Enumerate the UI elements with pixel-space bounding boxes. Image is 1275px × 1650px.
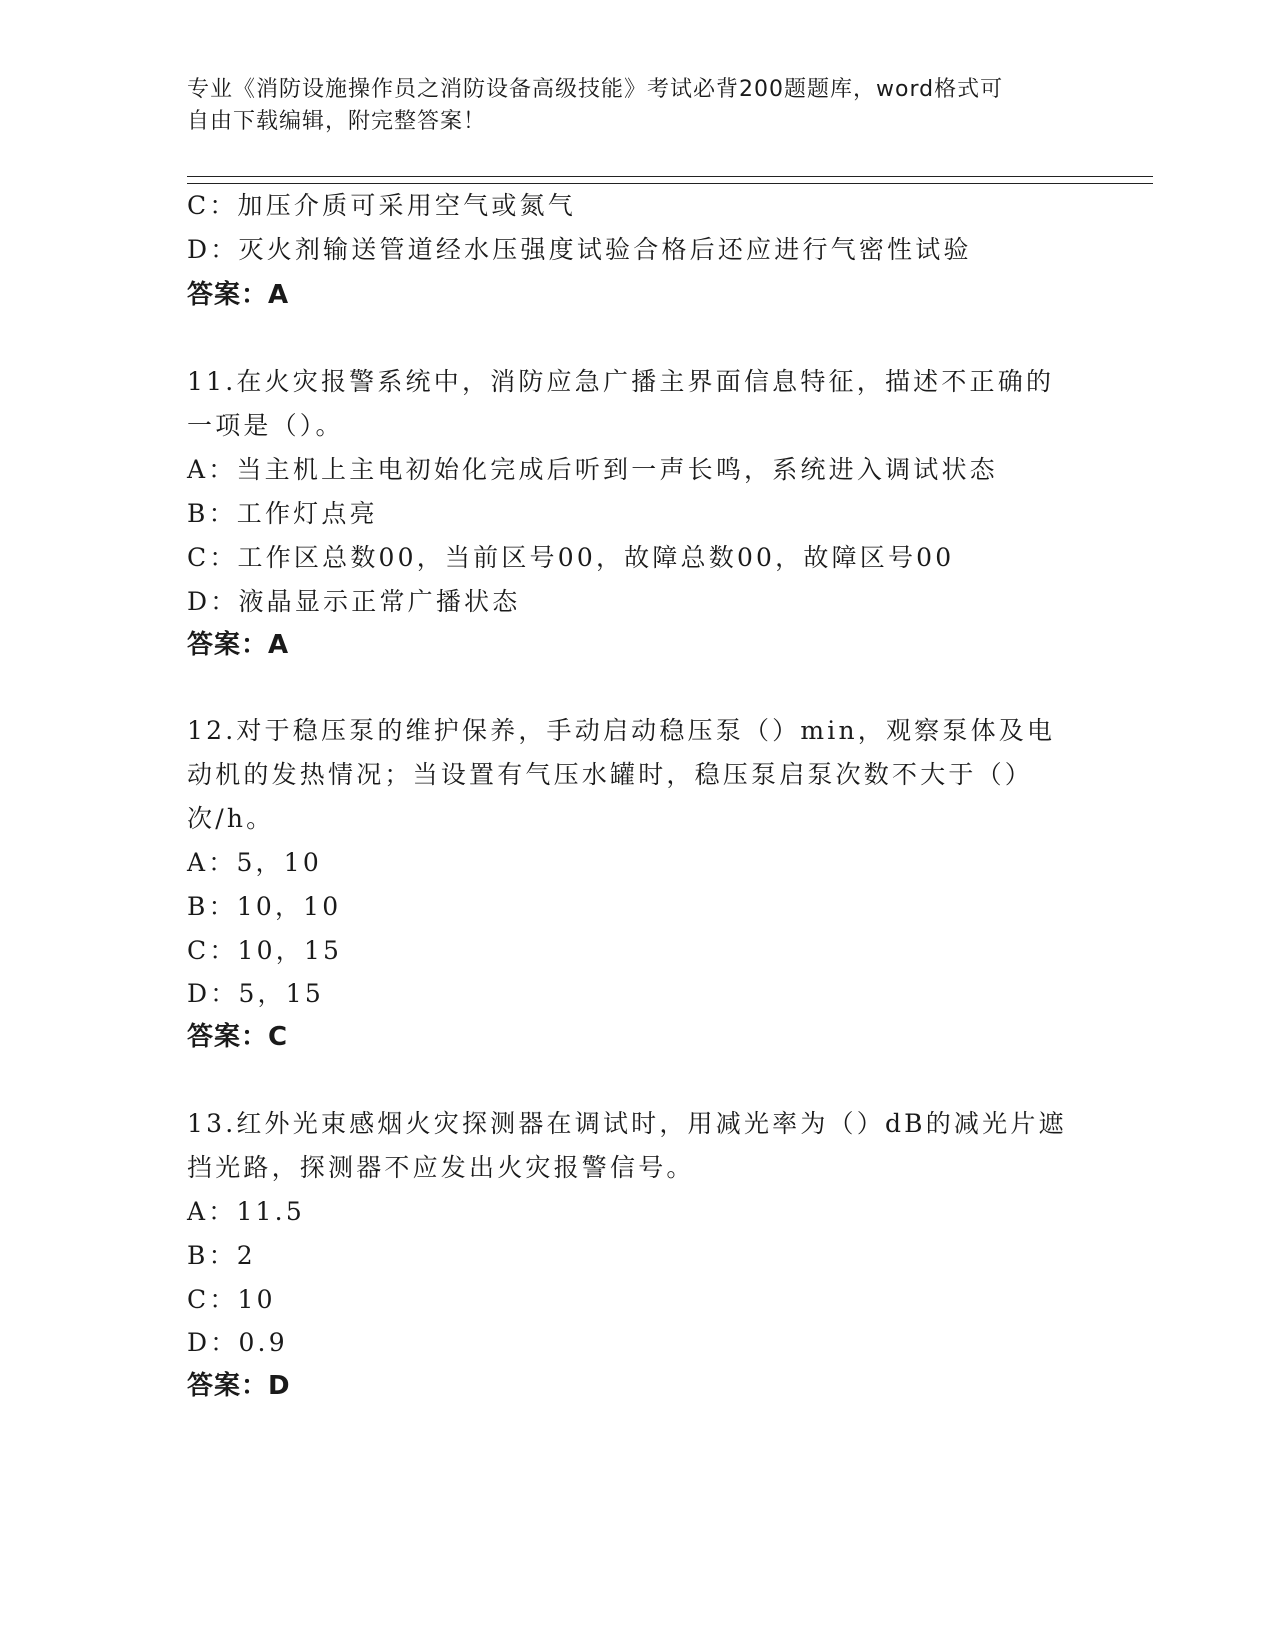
q10-option-d: D：灭火剂输送管道经水压强度试验合格后还应进行气密性试验 [187,235,972,264]
q12-stem-line-2: 动机的发热情况；当设置有气压水罐时，稳压泵启泵次数不大于（） [187,760,1034,789]
q12-option-c: C：10，15 [187,936,343,965]
q12-option-d: D：5，15 [187,979,324,1008]
q13-option-d: D：0.9 [187,1328,288,1357]
q12-stem-line-1: 12.对于稳压泵的维护保养，手动启动稳压泵（）min，观察泵体及电 [187,716,1056,745]
q11-answer: 答案：A [187,630,290,660]
document-header [187,74,1087,138]
q11-option-b: B：工作灯点亮 [187,499,378,528]
q12-option-a: A：5，10 [187,848,322,877]
q10-option-c: C：加压介质可采用空气或氮气 [187,191,576,220]
q13-option-c: C：10 [187,1285,276,1314]
q11-option-d: D：液晶显示正常广播状态 [187,587,521,616]
q13-option-a: A：11.5 [187,1197,305,1226]
header-divider-bottom [187,183,1153,184]
q13-stem-line-1: 13.红外光束感烟火灾探测器在调试时，用减光率为（）dB的减光片遮 [187,1109,1067,1138]
q10-answer: 答案：A [187,280,290,310]
q13-answer: 答案：D [187,1371,291,1401]
q11-option-c: C：工作区总数00，当前区号00，故障总数00，故障区号00 [187,543,955,572]
q11-stem-line-1: 11.在火灾报警系统中，消防应急广播主界面信息特征，描述不正确的 [187,367,1055,396]
header-line-1: 专业《消防设施操作员之消防设备高级技能》考试必背200题题库，word格式可 [187,77,1004,102]
q12-answer: 答案：C [187,1022,289,1052]
q12-stem-line-3: 次/h。 [187,804,275,833]
header-line-2: 自由下载编辑，附完整答案！ [187,109,487,134]
q12-option-b: B：10，10 [187,892,342,921]
q13-option-b: B：2 [187,1241,256,1270]
header-divider-top [187,176,1153,177]
q13-stem-line-2: 挡光路，探测器不应发出火灾报警信号。 [187,1153,695,1182]
q11-option-a: A：当主机上主电初始化完成后听到一声长鸣，系统进入调试状态 [187,455,998,484]
q11-stem-line-2: 一项是（）。 [187,411,344,440]
